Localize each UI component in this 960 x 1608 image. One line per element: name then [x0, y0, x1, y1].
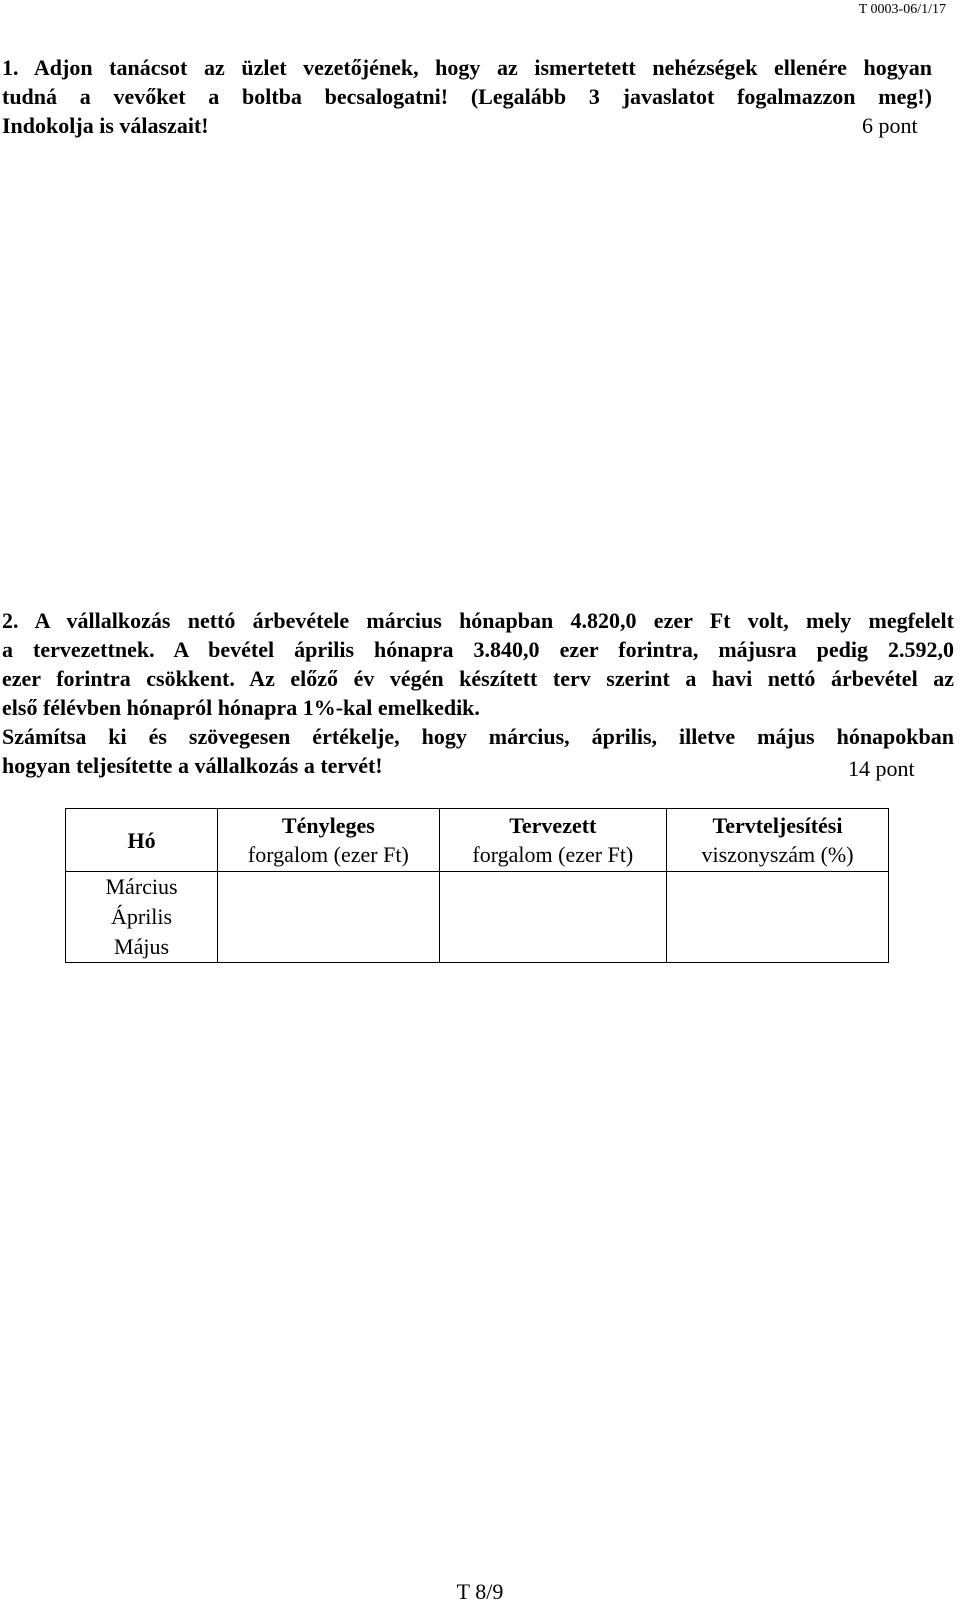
answer-table — [65, 808, 889, 963]
month-april: Április — [110, 904, 173, 929]
month-column-cell — [66, 872, 218, 963]
planned-turnover-answer-cell[interactable] — [439, 872, 666, 963]
question-1-line-1: 1. Adjon tanácsot az üzlet vezetőjének, hogy az ismertetett nehézségek ellenére hogyan — [2, 55, 932, 80]
question-1-text — [2, 53, 932, 111]
month-may: Május — [114, 934, 170, 959]
header-month-label: Hó — [127, 827, 156, 853]
header-ratio-line-1: Tervteljesítési — [712, 813, 843, 838]
header-actual-line-1: Tényleges — [281, 813, 375, 838]
question-2-line-1: 2. A vállalkozás nettó árbevétele március hónapban 4.820,0 ezer Ft volt, mely megfelelt — [2, 608, 954, 633]
table-header-row — [66, 809, 889, 872]
question-2-line-6: hogyan teljesítette a vállalkozás a tervét! — [2, 753, 383, 778]
question-2-line-4: első félévben hónapról hónapra 1%-kal emelkedik. — [2, 695, 480, 720]
question-2-points: 14 pont — [848, 756, 915, 781]
question-1-points: 6 pont — [862, 113, 918, 138]
table-row — [66, 872, 889, 963]
question-2-line-3: ezer forintra csökkent. Az előző év végén készített terv szerint a havi nettó árbevétel az — [2, 666, 954, 691]
question-1-line-2: tudná a vevőket a boltba becsalogatni! (Legalább 3 javaslatot fogalmazzon meg!) — [2, 84, 932, 109]
header-plan-line-2: forgalom (ezer Ft) — [472, 842, 634, 867]
header-actual-line-2: forgalom (ezer Ft) — [247, 842, 409, 867]
header-plan-line-1: Tervezett — [509, 813, 597, 838]
page-number: T 8/9 — [456, 1579, 504, 1604]
question-2-text — [2, 606, 954, 780]
header-month — [66, 809, 218, 872]
question-1-line-3: Indokolja is válaszait! — [2, 113, 209, 138]
header-plan-fulfillment-ratio — [667, 809, 889, 872]
document-code: T 0003-06/1/17 — [858, 2, 946, 17]
actual-turnover-answer-cell[interactable] — [218, 872, 440, 963]
header-actual-turnover — [218, 809, 440, 872]
month-march: Március — [105, 874, 178, 899]
question-2-line-5: Számítsa ki és szövegesen értékelje, hogy március, április, illetve május hónapokban — [2, 724, 954, 749]
header-planned-turnover — [439, 809, 666, 872]
question-2-line-2: a tervezettnek. A bevétel április hónapra 3.840,0 ezer forintra, májusra pedig 2.592,0 — [2, 637, 954, 662]
header-ratio-line-2: viszonyszám (%) — [701, 842, 854, 867]
plan-fulfillment-answer-cell[interactable] — [667, 872, 889, 963]
